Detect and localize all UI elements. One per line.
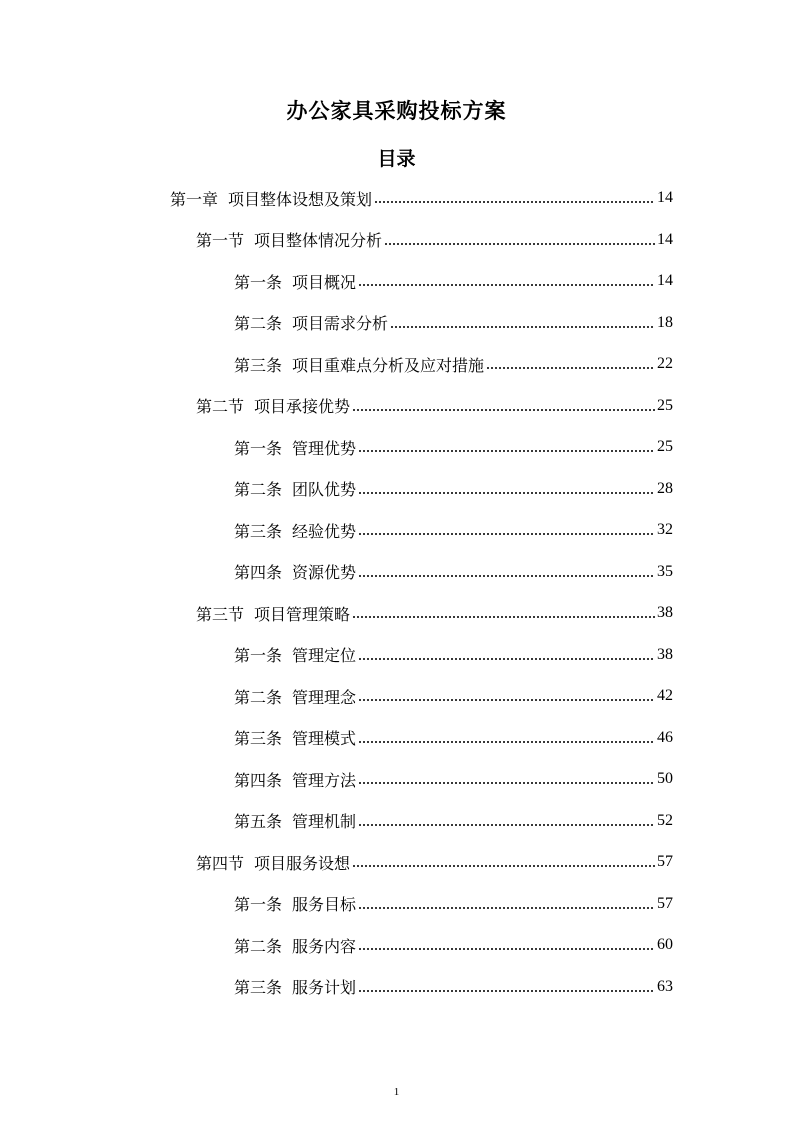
dot-leader xyxy=(352,407,655,413)
toc-entry-number: 第一节 xyxy=(196,231,245,250)
dot-leader xyxy=(358,905,655,911)
dot-leader xyxy=(358,448,655,454)
toc-entry-number: 第二条 xyxy=(234,480,283,499)
toc-entry-label: 管理机制 xyxy=(292,812,357,831)
toc-entry-page: 22 xyxy=(657,355,673,372)
toc-entry-article[interactable] xyxy=(234,469,673,509)
toc-entry-label: 经验优势 xyxy=(292,521,357,541)
toc-entry-section-2[interactable] xyxy=(196,386,673,426)
toc-entry-article[interactable] xyxy=(234,261,673,301)
toc-entry-number: 第一条 xyxy=(234,646,283,665)
toc-entry-label: 管理模式 xyxy=(292,729,357,748)
toc-entry-number: 第二条 xyxy=(234,936,283,956)
dot-leader xyxy=(358,697,655,703)
dot-leader xyxy=(358,988,655,994)
toc-entry-number: 第一条 xyxy=(234,895,283,914)
toc-entry-number: 第四节 xyxy=(196,853,245,873)
toc-entry-label: 管理优势 xyxy=(292,438,357,458)
toc-entry-label: 资源优势 xyxy=(292,563,357,582)
toc-entry-section-3[interactable] xyxy=(196,593,673,633)
dot-leader xyxy=(358,282,655,288)
dot-leader xyxy=(358,822,655,828)
toc-entry-article[interactable] xyxy=(234,427,673,467)
dot-leader xyxy=(390,324,655,330)
toc-entry-article[interactable] xyxy=(234,552,673,592)
toc-entry-page: 52 xyxy=(657,811,673,829)
toc-entry-label: 项目概况 xyxy=(292,272,357,292)
toc-entry-article[interactable] xyxy=(234,344,673,384)
dot-leader xyxy=(358,780,655,786)
toc-entry-page: 63 xyxy=(657,977,673,995)
dot-leader xyxy=(352,863,655,869)
toc-entry-chapter-1[interactable] xyxy=(170,178,673,218)
toc-entry-section-4[interactable] xyxy=(196,842,673,882)
toc-entry-number: 第一条 xyxy=(234,272,283,292)
toc-entry-page: 57 xyxy=(657,894,673,912)
toc-entry-article[interactable] xyxy=(234,718,673,758)
toc-entry-article[interactable] xyxy=(234,925,673,965)
dot-leader xyxy=(358,490,655,496)
toc-entry-page: 25 xyxy=(657,438,673,455)
toc-entry-number: 第三节 xyxy=(196,604,245,624)
toc-entry-number: 第一条 xyxy=(234,438,283,458)
toc-entry-number: 第四条 xyxy=(234,563,283,582)
toc-entry-page: 42 xyxy=(657,687,673,704)
toc-entry-number: 第三条 xyxy=(234,521,283,541)
toc-entry-label: 项目整体设想及策划 xyxy=(228,189,373,209)
dot-leader xyxy=(352,614,655,620)
toc-entry-label: 项目整体情况分析 xyxy=(254,231,383,250)
toc-entry-page: 57 xyxy=(657,853,673,870)
toc-entry-page: 18 xyxy=(657,313,673,331)
toc-entry-page: 38 xyxy=(657,645,673,663)
toc-entry-label: 项目承接优势 xyxy=(254,397,351,416)
toc-entry-label: 项目需求分析 xyxy=(292,314,389,333)
toc-entry-label: 项目服务设想 xyxy=(254,853,351,873)
toc-entry-article[interactable] xyxy=(234,884,673,924)
toc-entry-label: 项目管理策略 xyxy=(254,604,351,624)
toc-entry-page: 28 xyxy=(657,479,673,497)
toc-entry-page: 14 xyxy=(657,230,673,248)
toc-entry-page: 14 xyxy=(657,189,673,206)
toc-entry-article[interactable] xyxy=(234,676,673,716)
toc-entry-label: 管理定位 xyxy=(292,646,357,665)
toc-entry-label: 管理方法 xyxy=(292,770,357,790)
dot-leader xyxy=(374,199,655,205)
toc-entry-page: 32 xyxy=(657,521,673,538)
dot-leader xyxy=(358,946,655,952)
toc-entry-article[interactable] xyxy=(234,801,673,841)
toc-entry-label: 团队优势 xyxy=(292,480,357,499)
document-title: 办公家具采购投标方案 xyxy=(286,99,507,123)
toc-entry-page: 25 xyxy=(657,396,673,414)
toc-entry-number: 第三条 xyxy=(234,729,283,748)
toc-entry-number: 第三条 xyxy=(234,355,283,375)
toc-entry-article[interactable] xyxy=(234,759,673,799)
toc-entry-number: 第二节 xyxy=(196,397,245,416)
toc-heading: 目录 xyxy=(377,148,416,170)
dot-leader xyxy=(358,656,655,662)
dot-leader xyxy=(358,531,655,537)
toc-entry-page: 35 xyxy=(657,562,673,580)
dot-leader xyxy=(384,241,655,247)
toc-entry-label: 项目重难点分析及应对措施 xyxy=(292,355,485,375)
toc-entry-number: 第二条 xyxy=(234,314,283,333)
toc-entry-number: 第五条 xyxy=(234,812,283,831)
toc-entry-article[interactable] xyxy=(234,967,673,1007)
page-number: 1 xyxy=(393,1086,400,1098)
toc-entry-article[interactable] xyxy=(234,635,673,675)
dot-leader xyxy=(358,573,655,579)
toc-entry-number: 第四条 xyxy=(234,770,283,790)
dot-leader xyxy=(358,739,655,745)
toc-entry-number: 第二条 xyxy=(234,687,283,707)
toc-entry-article[interactable] xyxy=(234,303,673,343)
toc-entry-section-1[interactable] xyxy=(196,220,673,260)
dot-leader xyxy=(486,365,655,371)
toc-entry-article[interactable] xyxy=(234,510,673,550)
toc-entry-number: 第一章 xyxy=(170,189,219,209)
toc-entry-label: 管理理念 xyxy=(292,687,357,707)
toc-entry-label: 服务目标 xyxy=(292,895,357,914)
toc-entry-number: 第三条 xyxy=(234,978,283,997)
toc-entry-label: 服务计划 xyxy=(292,978,357,997)
toc-entry-page: 60 xyxy=(657,936,673,953)
toc-entry-page: 46 xyxy=(657,728,673,746)
toc-entry-page: 38 xyxy=(657,604,673,621)
toc-entry-page: 14 xyxy=(657,272,673,289)
toc-entry-page: 50 xyxy=(657,770,673,787)
toc-entry-label: 服务内容 xyxy=(292,936,357,956)
